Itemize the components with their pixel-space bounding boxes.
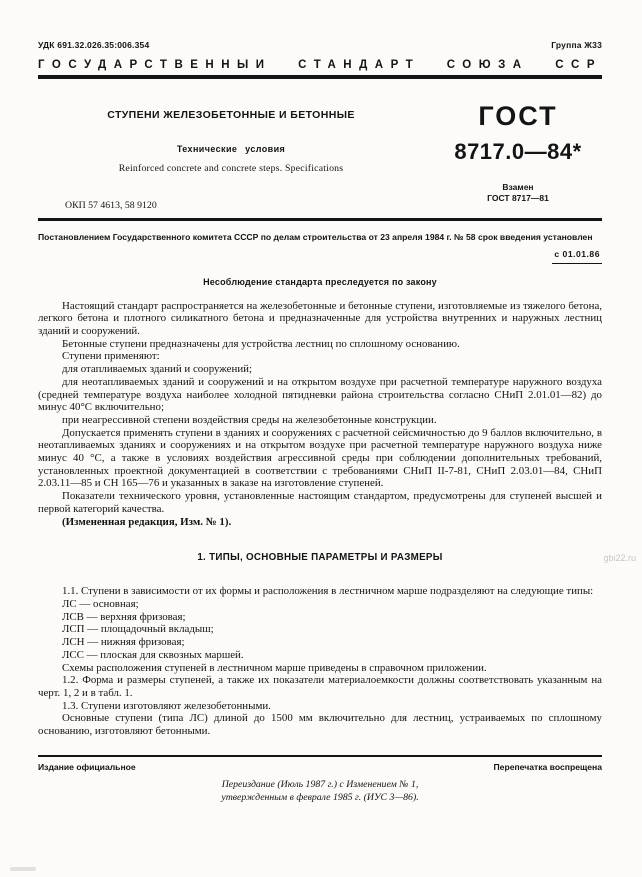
intro-paragraph: Показатели технического уровня, установленные настоящим стандартом, предусмотрены для ступеней высшей и первой категорий качества.	[38, 490, 602, 515]
reissue-line-1: Переиздание (Июль 1987 г.) с Изменением № 1,	[221, 778, 419, 790]
section-paragraph: 1.3. Ступени изготовляют железобетонными.	[62, 699, 271, 712]
law-notice: Несоблюдение стандарта преследуется по закону	[203, 276, 437, 287]
title-block	[38, 103, 602, 211]
section-1-paragraphs	[38, 585, 602, 737]
section-paragraph: Основные ступени (типа ЛС) длиной до 1500 мм включительно для лестниц, устраиваемых по сплошному основанию, изготовляют бетонными.	[38, 712, 602, 738]
group-code: Группа Ж33	[551, 40, 602, 50]
state-standard-banner: ГОСУДАРСТВЕННЫЙ СТАНДАРТ СОЮЗА ССР	[38, 59, 602, 71]
reissue-note	[38, 778, 602, 804]
reissue-line-2: утвержденным в феврале 1985 г. (ИУС 3—86).	[221, 791, 419, 803]
site-watermark: gbi22.ru	[603, 553, 636, 563]
intro-paragraph: Настоящий стандарт распространяется на железобетонные и бетонные ступени, изготовляемые из тяжелого бетона, легкого бетона и плотного силикатного бетона и предназначенные для устройства внутренних и наружных лестниц зданий и сооружений.	[38, 299, 602, 338]
title-column	[38, 103, 434, 211]
official-edition-label: Издание официальное	[38, 761, 136, 772]
document-subtitle: Технические условия	[176, 144, 286, 154]
intro-paragraph: для отапливаемых зданий и сооружений;	[62, 363, 253, 376]
effective-date-value: с 01.01.86	[552, 248, 602, 263]
reprint-prohibited-label: Перепечатка воспрещена	[493, 761, 602, 772]
page-footer	[38, 755, 602, 804]
replaces-number: ГОСТ 8717—81	[487, 193, 549, 204]
footer-rule	[38, 755, 602, 757]
banner-rule	[38, 75, 602, 79]
document-subtitle-en: Reinforced concrete and concrete steps. Specifications	[118, 163, 344, 174]
step-type-item: ЛСП — площадочный вкладыш;	[62, 623, 214, 636]
section-paragraph: Схемы расположения ступеней в лестничном марше приведены в справочном приложении.	[62, 661, 487, 674]
top-codes-row	[38, 40, 602, 50]
step-type-item: ЛСС — плоская для сквозных маршей.	[62, 648, 244, 661]
intro-paragraph: для неотапливаемых зданий и сооружений и на открытом воздухе при расчетной температуре наружного воздуха (средней температуре воздуха наиболее холодной пятидневки района строительства согласно СНиП 2.01.01—82) до минус 40°С включительно;	[38, 375, 602, 414]
step-type-item: ЛСН — нижняя фризовая;	[62, 636, 185, 649]
scan-artifact	[10, 867, 36, 871]
intro-paragraph: Ступени применяют:	[62, 350, 160, 363]
section-1-heading: 1. ТИПЫ, ОСНОВНЫЕ ПАРАМЕТРЫ И РАЗМЕРЫ	[197, 552, 443, 564]
amendment-note: (Измененная редакция, Изм. № 1).	[62, 515, 232, 528]
step-type-item: ЛС — основная;	[62, 597, 139, 610]
document-title: СТУПЕНИ ЖЕЛЕЗОБЕТОННЫЕ И БЕТОННЫЕ	[107, 109, 355, 121]
intro-paragraph: Бетонные ступени предназначены для устройства лестниц по сплошному основанию.	[62, 337, 460, 350]
okp-codes: ОКП 57 4613, 58 9120	[65, 200, 157, 211]
section-paragraph: 1.2. Форма и размеры ступеней, а также их показатели материалоемкости должны соответствовать указанным на черт. 1, 2 и в табл. 1.	[38, 674, 602, 699]
effective-date	[38, 248, 602, 263]
title-rule	[38, 218, 602, 221]
replaces-block	[434, 182, 602, 204]
decree-block	[38, 231, 602, 264]
udk-code: УДК 691.32.026.35:006.354	[38, 40, 150, 50]
step-type-item: ЛСВ — верхняя фризовая;	[62, 610, 186, 623]
gost-number: 8717.0—84*	[454, 139, 582, 164]
gost-label: ГОСТ	[478, 101, 558, 131]
footer-labels-row	[38, 762, 602, 772]
replaces-label: Взамен	[502, 182, 534, 192]
gost-designation-block	[434, 103, 602, 211]
section-paragraph: 1.1. Ступени в зависимости от их формы и расположения в лестничном марше подразделяют на следующие типы:	[62, 585, 594, 598]
decree-text: Постановлением Государственного комитета СССР по делам строительства от 23 апреля 1984 г. № 58 срок введения установлен	[38, 232, 593, 242]
intro-paragraphs	[38, 300, 602, 529]
page-content	[38, 0, 602, 804]
intro-paragraph: при неагрессивной степени воздействия среды на железобетонные конструкции.	[62, 413, 437, 426]
intro-paragraph: Допускается применять ступени в зданиях и сооружениях с расчетной сейсмичностью до 9 баллов включительно, в неотапливаемых зданиях и сооружениях и на открытом воздухе при расчетной температуре наружного воздуха ниже минус 40 °С, а также в условиях воздействия агрессивной среды при соблюдении дополнительных требований, установленных проектной документацией в соответствии с требованиями СНиП II-7-81, СНиП 2.03.01—84, СНиП 2.03.11—85 и СН 165—76 и указанных в заказе на изготовление ступеней.	[38, 426, 602, 490]
